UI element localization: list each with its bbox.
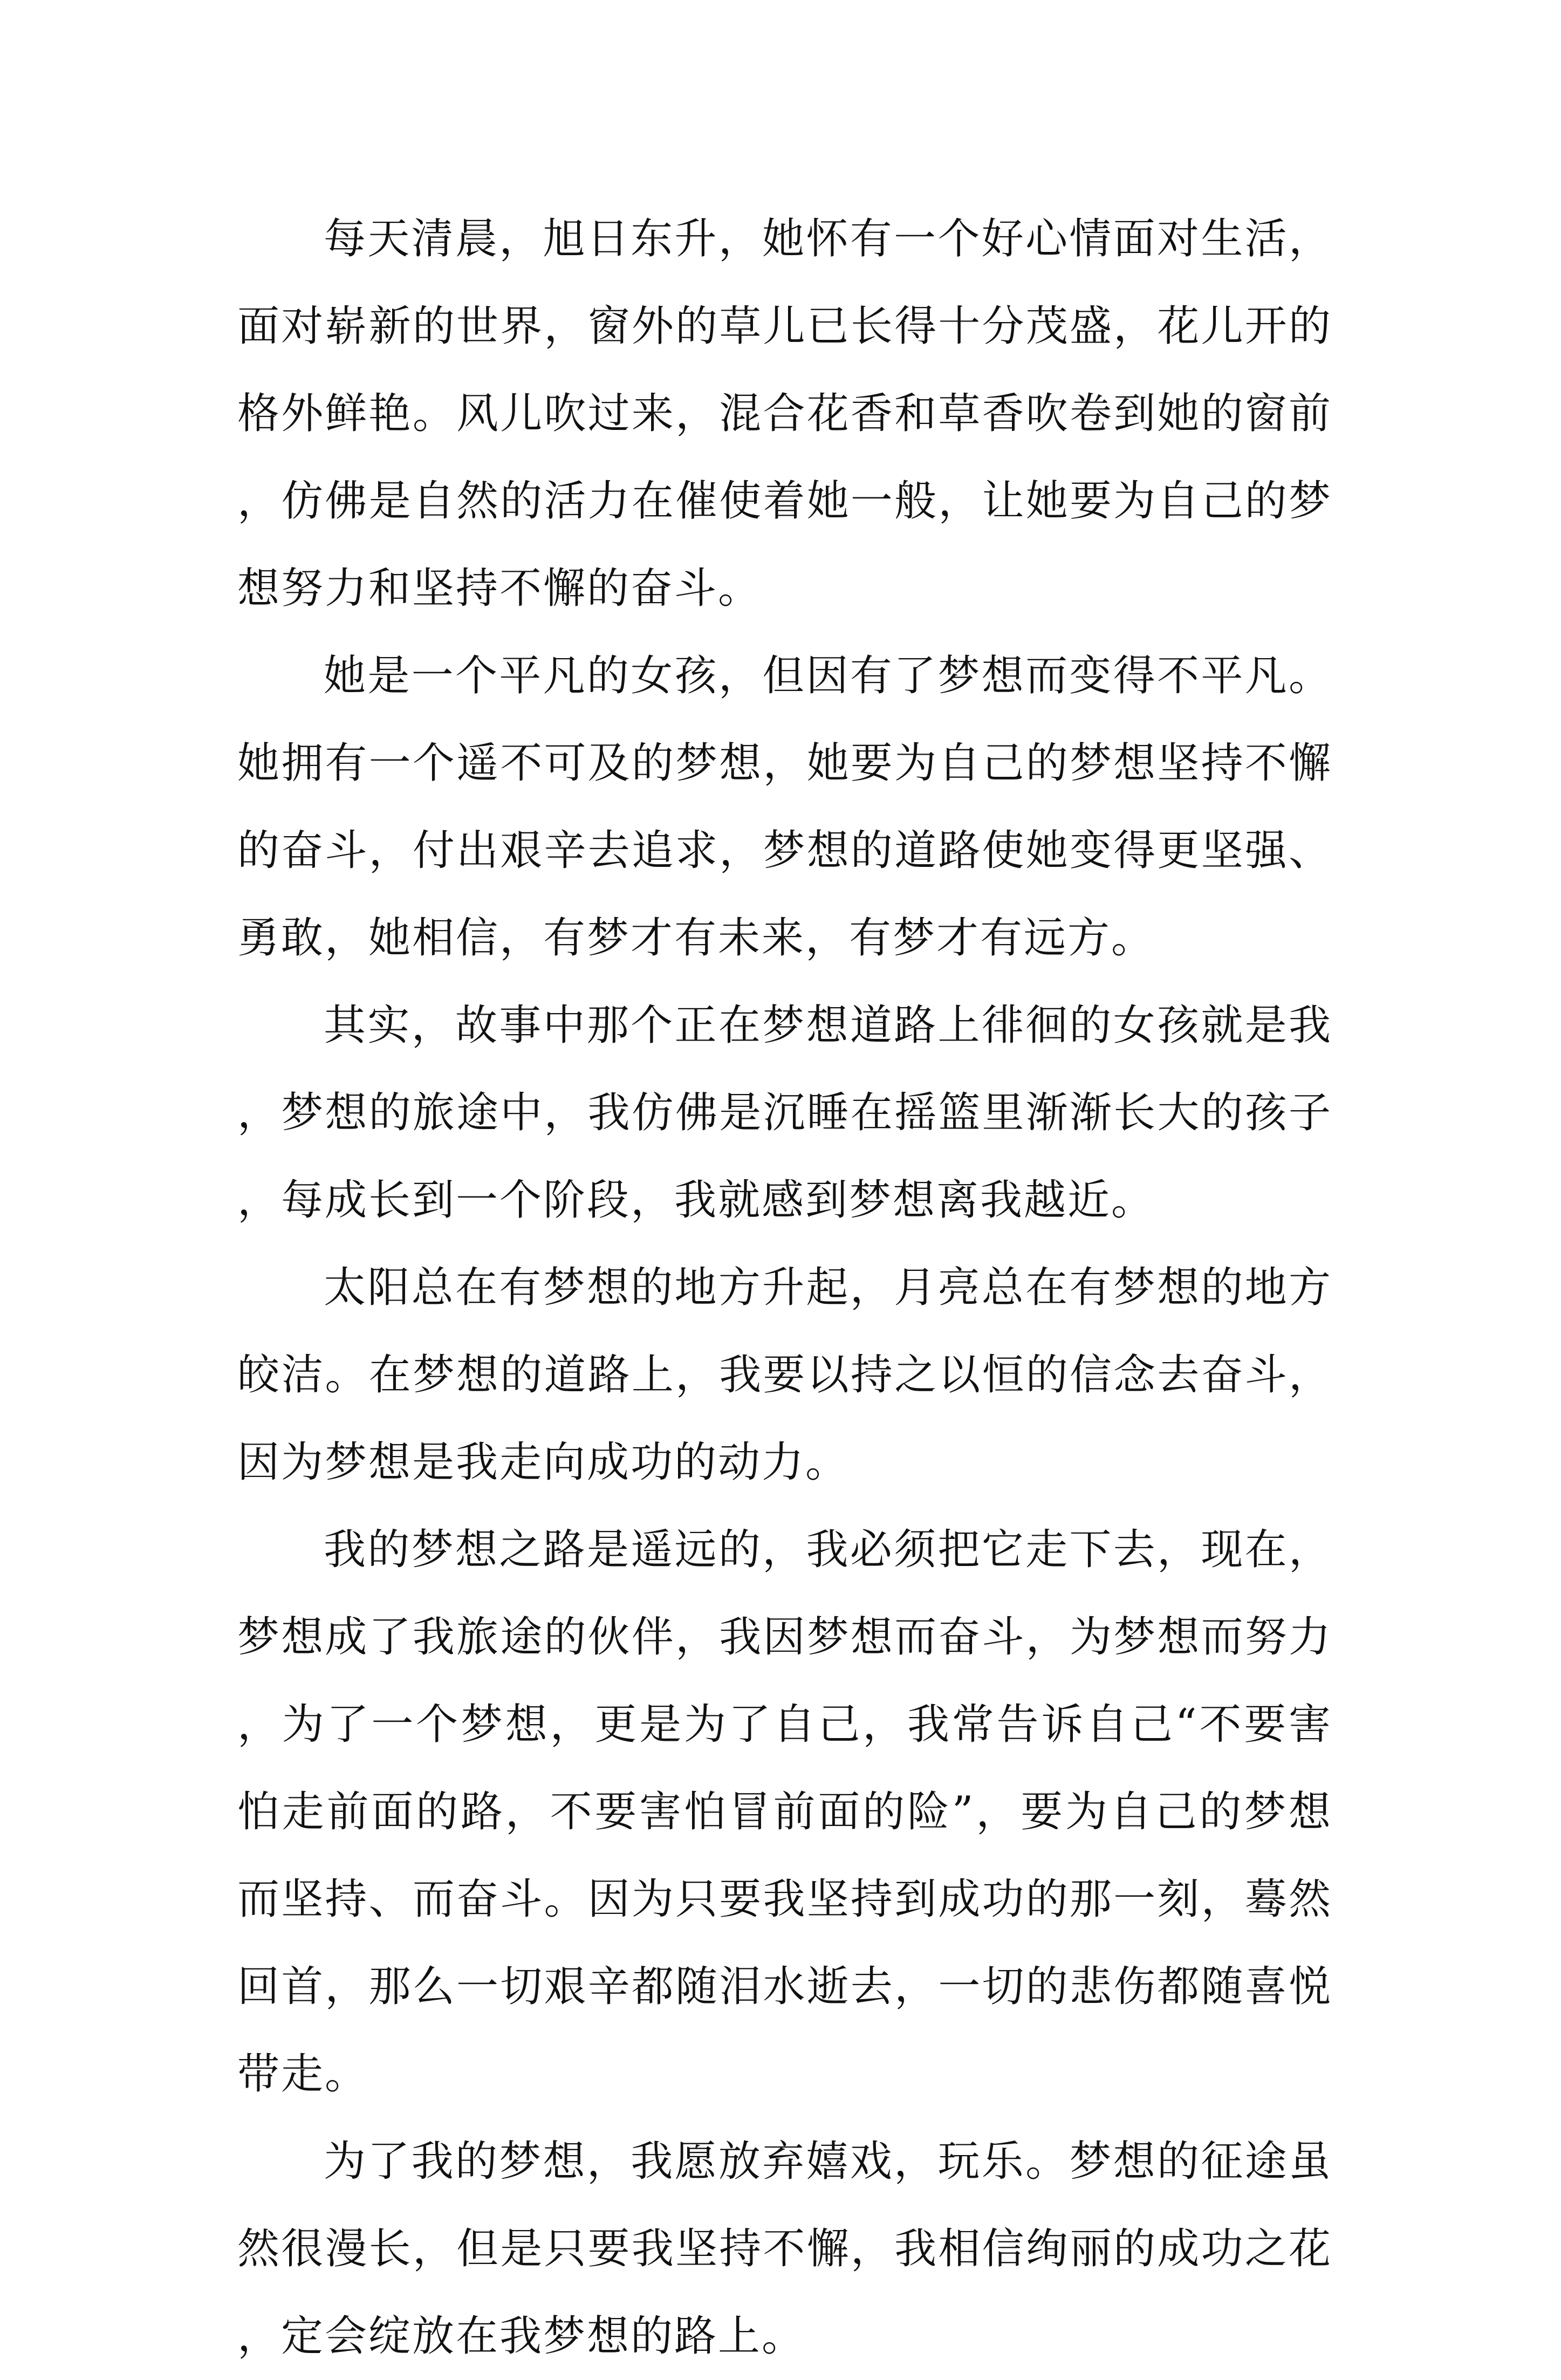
paragraph-5: 我的梦想之路是遥远的，我必须把它走下去，现在，梦想成了我旅途的伙伴，我因梦想而奋斗，为梦想而努力，为了一个梦想，更是为了自己，我常告诉自己“不要害怕走前面的路，不要害怕冒前面的险”，要为自己的梦想而坚持、而奋斗。因为只要我坚持到成功的那一刻，蓦然回首，那么一切艰辛都随泪水逝去，一切的悲伤都随喜悦带走。 [237,1526,1332,2098]
paragraph-2: 她是一个平凡的女孩，但因有了梦想而变得不平凡。她拥有一个遥不可及的梦想，她要为自己的梦想坚持不懈的奋斗，付出艰辛去追求，梦想的道路使她变得更坚强、勇敢，她相信，有梦才有未来，有梦才有远方。 [237,652,1332,962]
essay-body [237,195,1332,2380]
paragraph-1: 每天清晨，旭日东升，她怀有一个好心情面对生活，面对崭新的世界，窗外的草儿已长得十分茂盛，花儿开的格外鲜艳。风儿吹过来，混合花香和草香吹卷到她的窗前，仿佛是自然的活力在催使着她一般，让她要为自己的梦想努力和坚持不懈的奋斗。 [237,215,1332,613]
paragraph-3: 其实，故事中那个正在梦想道路上徘徊的女孩就是我，梦想的旅途中，我仿佛是沉睡在摇篮里渐渐长大的孩子，每成长到一个阶段，我就感到梦想离我越近。 [237,1001,1332,1225]
paragraph-4: 太阳总在有梦想的地方升起，月亮总在有梦想的地方皎洁。在梦想的道路上，我要以持之以恒的信念去奋斗，因为梦想是我走向成功的动力。 [237,1263,1332,1487]
paragraph-6: 为了我的梦想，我愿放弃嬉戏，玩乐。梦想的征途虽然很漫长，但是只要我坚持不懈，我相信绚丽的成功之花，定会绽放在我梦想的路上。 [237,2137,1332,2361]
